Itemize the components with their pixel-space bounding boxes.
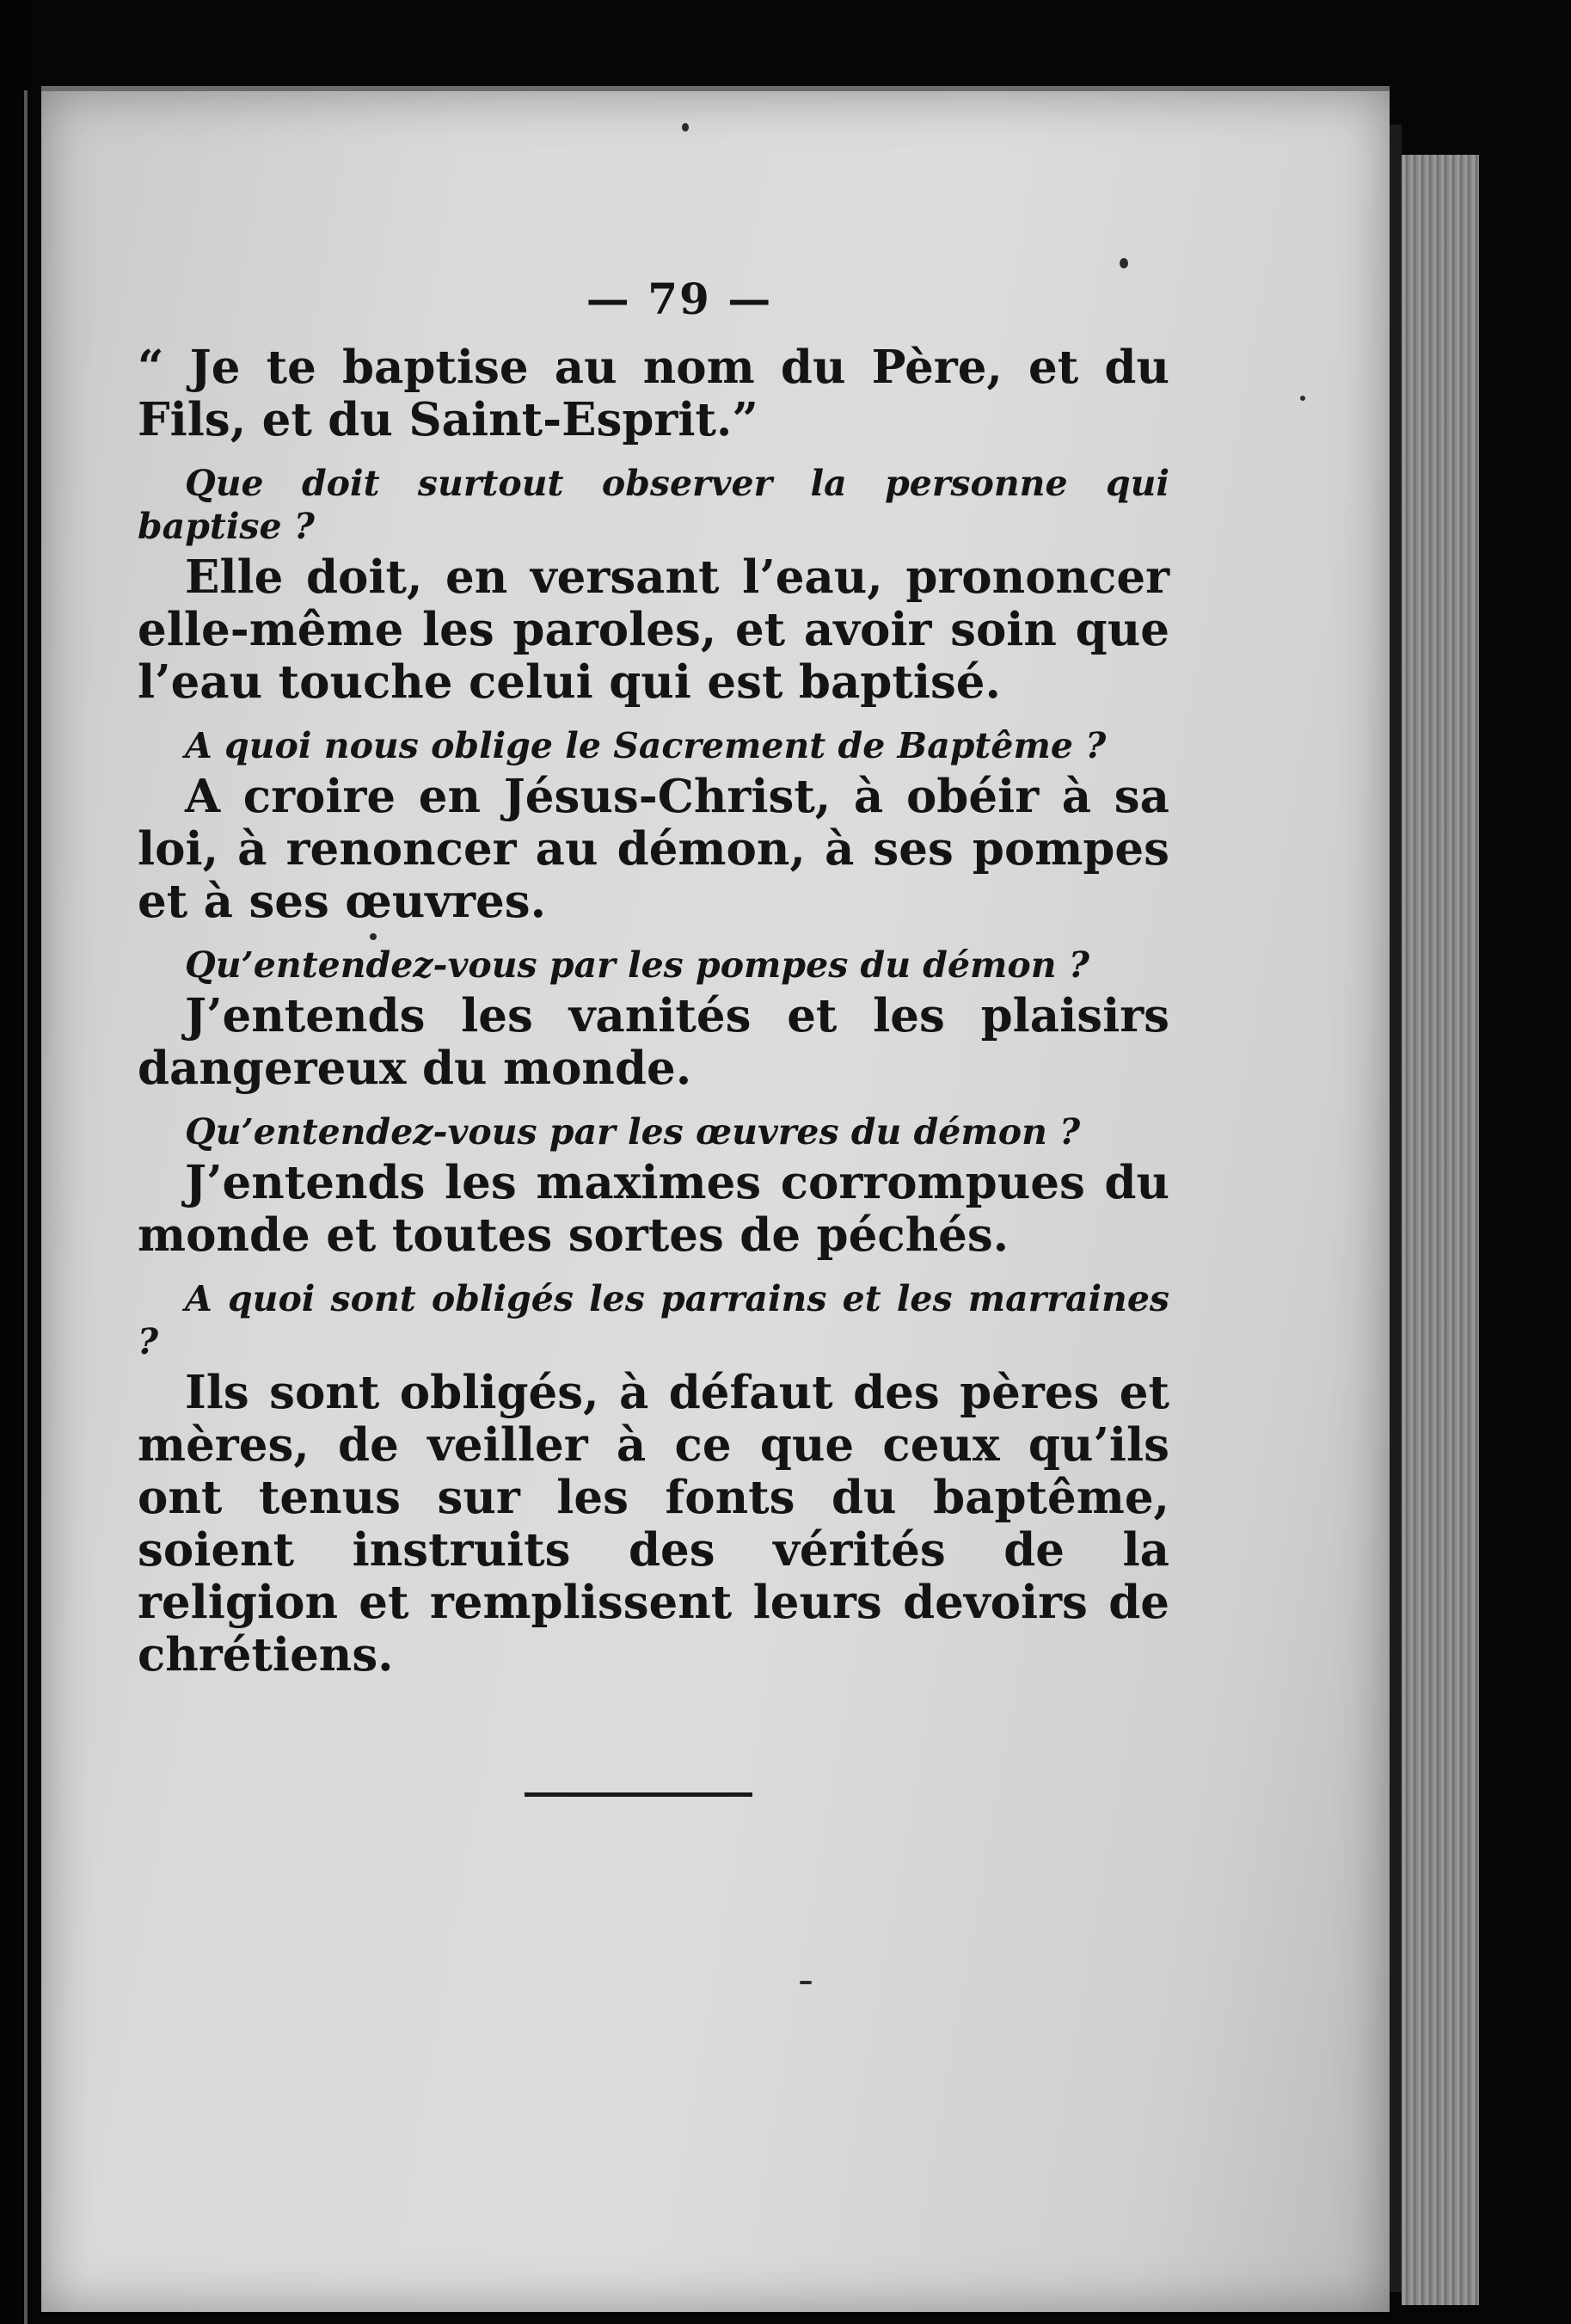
- page-edge-shadow: [1390, 125, 1402, 2292]
- question-line: A quoi sont obligés les parrains et les marraines ?: [138, 1278, 1169, 1362]
- question-line: Qu’entendez-vous par les œuvres du démon ?: [185, 1111, 1081, 1153]
- facing-page-edge: [24, 90, 28, 2324]
- page-number: — 79 —: [586, 274, 773, 324]
- scan-border-right: [1479, 0, 1571, 2324]
- answer-paragraph: J’entends les maximes corrompues du monde et toutes sortes de péchés.: [138, 1156, 1169, 1262]
- answer-paragraph: Elle doit, en versant l’eau, prononcer elle-même les paroles, et avoir soin que l’eau touche celui qui est baptisé.: [138, 550, 1169, 709]
- answer-paragraph: Ils sont obligés, à défaut des pères et mères, de veiller à ce que ceux qu’ils ont tenus sur les fonts du baptême, soient instruits des vérités de la religion et remplissent leurs devoirs de chrétiens.: [138, 1366, 1169, 1682]
- question-line: A quoi nous oblige le Sacrement de Baptême ?: [185, 725, 1107, 766]
- answer-paragraph: J’entends les vanités et les plaisirs dangereux du monde.: [138, 989, 1169, 1095]
- page-text: [138, 274, 1169, 1682]
- page-stack-edges: [1402, 155, 1479, 2305]
- paper-speck: [1300, 396, 1305, 401]
- question-line: Qu’entendez-vous par les pompes du démon ?: [185, 944, 1089, 986]
- paper-speck: [1120, 258, 1128, 268]
- paper-speck: [682, 123, 689, 132]
- paper-speck: [800, 1981, 812, 1984]
- answer-paragraph: “ Je te baptise au nom du Père, et du Fils, et du Saint-Esprit.”: [138, 341, 1169, 446]
- answer-paragraph: A croire en Jésus-Christ, à obéir à sa loi, à renoncer au démon, à ses pompes et à ses œuvres.: [138, 770, 1169, 928]
- question-line: Que doit surtout observer la personne qui baptise ?: [138, 463, 1169, 547]
- end-of-section-rule: [525, 1792, 752, 1797]
- paper-speck: [370, 933, 377, 940]
- scan-border-left: [0, 0, 34, 2324]
